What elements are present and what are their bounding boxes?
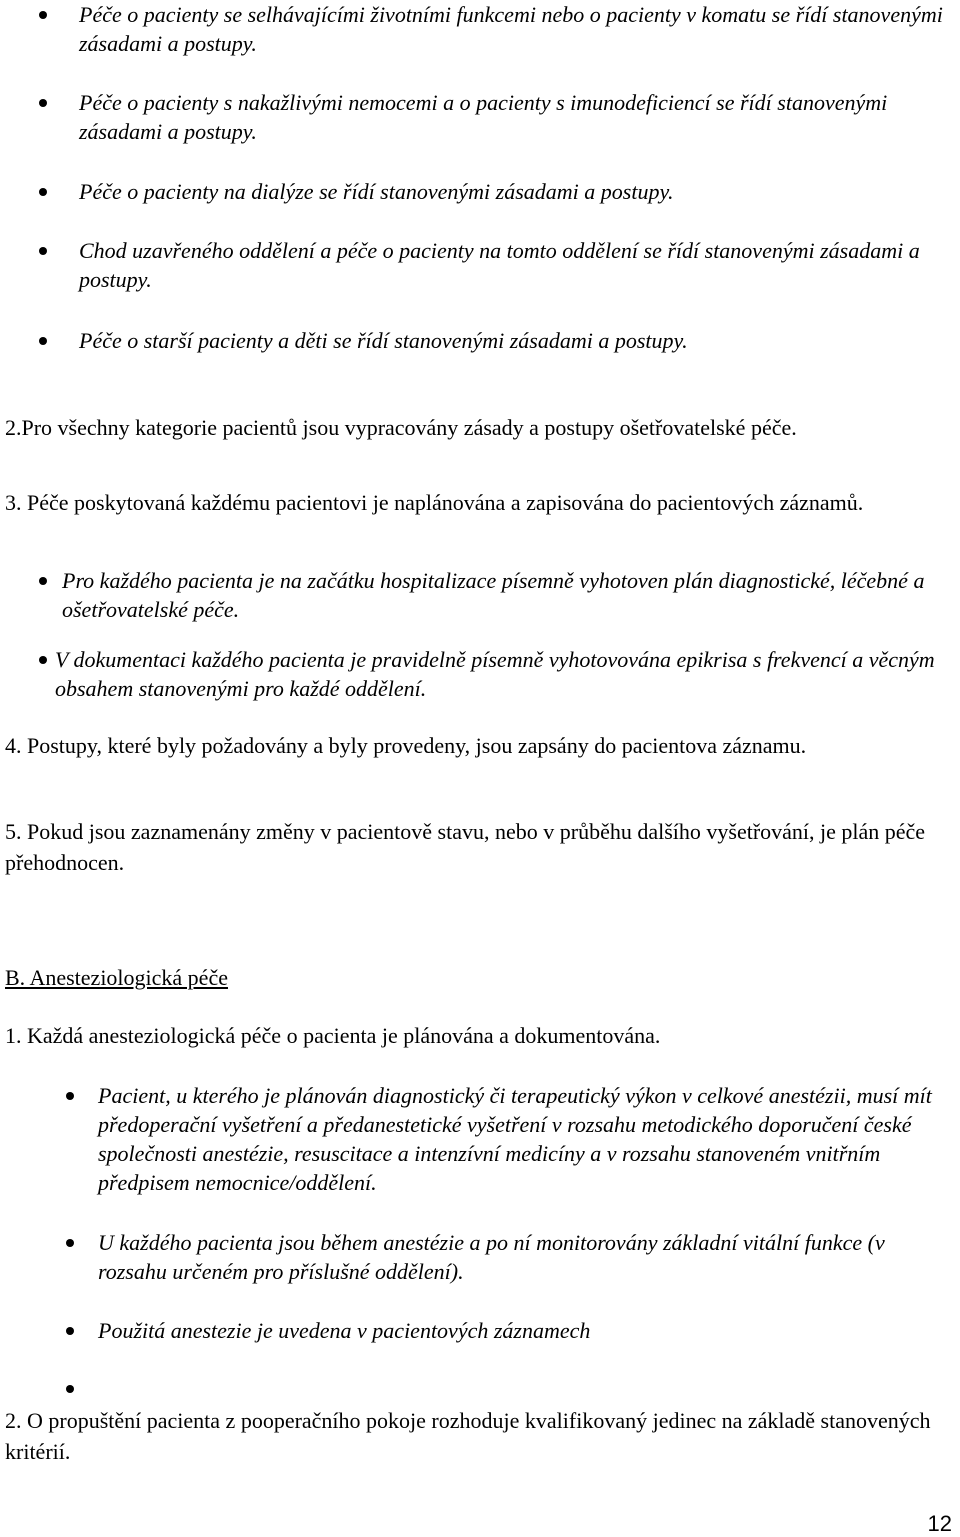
list-item: U každého pacienta jsou během anestézie a po ní monitorovány základní vitální funkce (v rozsahu určeném pro příslušné oddělení). [98,1228,954,1286]
page-number: 12 [927,1511,952,1536]
list-item: Péče o starší pacienty a děti se řídí stanovenými zásadami a postupy. [79,326,954,355]
list-item: Pacient, u kterého je plánován diagnostický či terapeutický výkon v celkové anestézii, musí mít předoperační vyšetření a předanestetické vyšetření v rozsahu metodického doporučení české společnosti anestézie, resuscitace a intenzívní medicíny a v rozsahu stanoveném vnitřním předpisem nemocnice/oddělení. [98,1081,954,1197]
empty-list-item [98,1374,954,1403]
item-3-text: 3. Péče poskytovaná každému pacientovi je naplánována a zapisována do pacientových záznamů. [5,490,864,515]
bullet-icon [66,1327,74,1335]
section-b-heading: B. Anesteziologická péče [5,965,228,990]
list-item: V dokumentaci každého pacienta je pravidelně písemně vyhotovována epikrisa s frekvencí a věcným obsahem stanovenými pro každé oddělení. [55,645,954,703]
bullet-icon [66,1239,74,1247]
list-item: Použitá anestezie je uvedena v pacientových záznamech [98,1316,954,1345]
b-item-2-text: 2. O propuštění pacienta z pooperačního pokoje rozhoduje kvalifikovaný jedinec na základě stanovených kritérií. [5,1408,931,1464]
bullet-icon [39,577,47,585]
bullet-icon [39,188,47,196]
bullet-icon [66,1385,74,1393]
item-2-text: 2.Pro všechny kategorie pacientů jsou vypracovány zásady a postupy ošetřovatelské péče. [5,415,797,440]
list-item: Péče o pacienty s nakažlivými nemocemi a o pacienty s imunodeficiencí se řídí stanovenými zásadami a postupy. [79,88,954,146]
list-item: Péče o pacienty se selhávajícími životními funkcemi nebo o pacienty v komatu se řídí stanovenými zásadami a postupy. [79,0,954,58]
bullet-icon [39,99,47,107]
item-5-text: 5. Pokud jsou zaznamenány změny v pacientově stavu, nebo v průběhu dalšího vyšetřování, je plán péče přehodnocen. [5,819,926,875]
bullet-icon [39,337,47,345]
list-item: Chod uzavřeného oddělení a péče o pacienty na tomto oddělení se řídí stanovenými zásadami a postupy. [79,236,954,294]
bullet-icon [39,247,47,255]
b-item-1-text: 1. Každá anesteziologická péče o pacienta je plánována a dokumentována. [5,1023,661,1048]
list-item: Pro každého pacienta je na začátku hospitalizace písemně vyhotoven plán diagnostické, léčebné a ošetřovatelské péče. [62,566,954,624]
item-4-text: 4. Postupy, které byly požadovány a byly provedeny, jsou zapsány do pacientova záznamu. [5,733,807,758]
bullet-icon [39,656,47,664]
bullet-icon [39,11,47,19]
bullet-icon [66,1092,74,1100]
list-item: Péče o pacienty na dialýze se řídí stanovenými zásadami a postupy. [79,177,954,206]
